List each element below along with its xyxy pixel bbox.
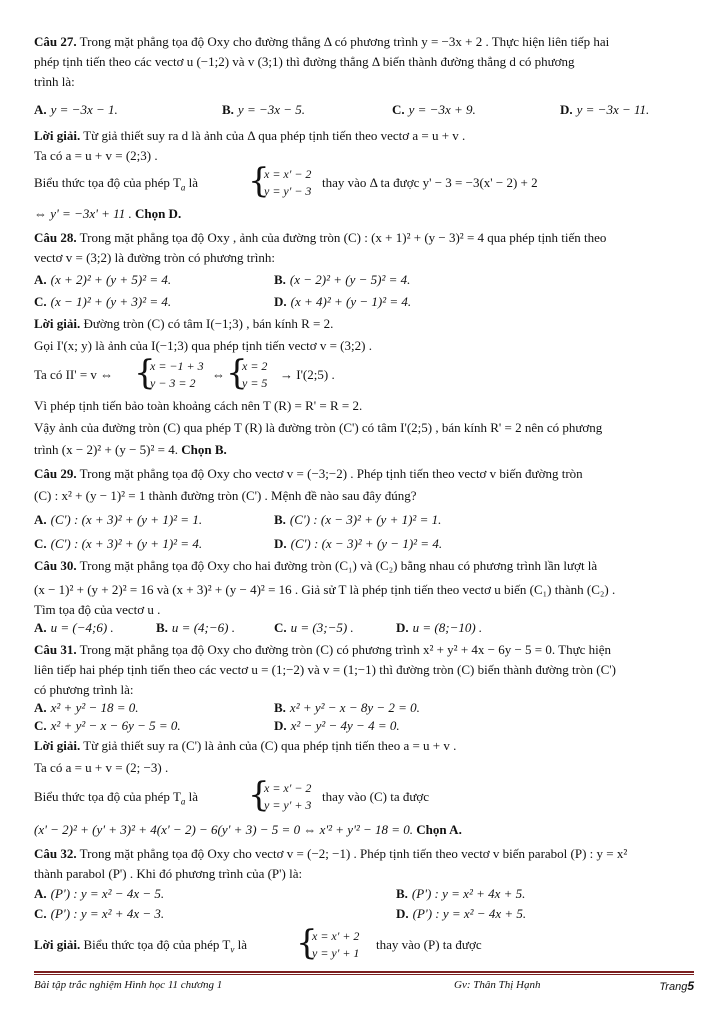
q30-line3: Tìm tọa độ của vectơ u . [34, 602, 161, 617]
q32-option-d[interactable]: D. (P') : y = x² − 4x + 5. [396, 906, 527, 921]
q28-solution-4: Vì phép tịnh tiến bảo toàn khoảng cách nên T (R) = R' = R = 2. [34, 398, 363, 413]
q29-options-row1 [34, 512, 694, 528]
q31-solution-system: Biểu thức tọa độ của phép $T_a$ là { x = x' − 2 y = y' + 3 thay vào (C) ta được [34, 775, 430, 815]
q32-option-b[interactable]: B. (P') : y = x² + 4x + 5. [396, 886, 526, 901]
q29-options-row2 [34, 536, 694, 552]
q30-option-b[interactable]: B. u = (4;−6) . [156, 620, 235, 635]
q27-solution-label: Lời giải. [34, 128, 81, 143]
q28-solution-2: Gọi I'(x; y) là ảnh của I(−1;3) qua phép tịnh tiến vectơ v = (3;2) . [34, 338, 372, 353]
q27-option-b[interactable]: B. y = −3x − 5. [222, 102, 306, 117]
q31-option-d[interactable]: D. x² − y² − 4y − 4 = 0. [274, 718, 400, 733]
q31-solution-2: Ta có a = u + v = (2; −3) . [34, 760, 169, 775]
q28-line2: vectơ v = (3;2) là đường tròn có phương trình: [34, 250, 275, 265]
q28-solution-1: Lời giải. Đường tròn (C) có tâm I(−1;3) , bán kính R = 2. [34, 316, 334, 331]
q32-label: Câu 32. [34, 846, 77, 861]
q28-solution-label: Lời giải. [34, 316, 81, 331]
q29-option-a[interactable]: A. (C') : (x + 3)² + (y + 1)² = 1. [34, 512, 203, 527]
q28-option-b[interactable]: B. (x − 2)² + (y − 5)² = 4. [274, 272, 411, 287]
q27-line1: Câu 27. Trong mặt phẳng tọa độ Oxy cho đường thẳng Δ có phương trình y = −3x + 2 . Thực hiện liên tiếp hai [34, 34, 610, 49]
q31-options-row1 [34, 700, 694, 716]
q28-option-a[interactable]: A. (x + 2)² + (y + 5)² = 4. [34, 272, 172, 287]
q29-option-b[interactable]: B. (C') : (x − 3)² + (y + 1)² = 1. [274, 512, 442, 527]
q27-line3: trình là: [34, 74, 75, 89]
q27-option-d[interactable]: D. y = −3x − 11. [560, 102, 650, 117]
q31-answer: Chọn A. [416, 822, 462, 837]
q27-label: Câu 27. [34, 34, 77, 49]
q31-line2: liên tiếp hai phép tịnh tiến theo các vectơ u = (1;−2) và v = (1;−1) thì đường tròn (C) biến thành đường tròn (C') [34, 662, 616, 677]
q27-answer: Chọn D. [134, 206, 182, 221]
q32-option-a[interactable]: A. (P') : y = x² − 4x − 5. [34, 886, 165, 901]
q32-options-row1 [34, 886, 694, 902]
q32-solution-label: Lời giải. [34, 937, 81, 952]
q28-options-row1 [34, 272, 694, 288]
q30-line2: (x − 1)² + (y + 2)² = 16 và (x + 3)² + (y − 4)² = 16 . Giả sử T là phép tịnh tiến theo vectơ u biến (C₁) thành (C₂) . [34, 582, 616, 597]
q32-solution-system: Lời giải. Biểu thức tọa độ của phép $T_v$ là { x = x' + 2 y = y' + 1 thay vào (P) ta được [34, 923, 482, 963]
q28-solution-5: Vậy ảnh của đường tròn (C) qua phép T (R) là đường tròn (C') có tâm I'(2;5) , bán kính R' = 2 nên có phương [34, 420, 603, 435]
q31-label: Câu 31. [34, 642, 77, 657]
q31-option-a[interactable]: A. x² + y² − 18 = 0. [34, 700, 139, 715]
q31-option-c[interactable]: C. x² + y² − x − 6y − 5 = 0. [34, 718, 181, 733]
q29-option-d[interactable]: D. (C') : (x − 3)² + (y − 1)² = 4. [274, 536, 443, 551]
q29-line2: (C) : x² + (y − 1)² = 1 thành đường tròn (C') . Mệnh đề nào sau đây đúng? [34, 488, 417, 503]
q27-line2: phép tịnh tiến theo các vectơ u (−1;2) và v (3;1) thì đường thẳng Δ biến thành đường thẳng d có phương [34, 54, 575, 69]
q30-options [34, 620, 694, 636]
q32-line1: Câu 32. Trong mặt phẳng tọa độ Oxy cho vectơ v = (−2; −1) . Phép tịnh tiến theo vectơ v biến parabol (P) : y = x² [34, 846, 628, 861]
q30-line1: Câu 30. Trong mặt phẳng tọa độ Oxy cho hai đường tròn (C₁) và (C₂) bằng nhau có phương trình lần lượt là [34, 558, 598, 573]
q31-option-b[interactable]: B. x² + y² − x − 8y − 2 = 0. [274, 700, 420, 715]
footer-teacher: Gv: Thân Thị Hạnh [454, 979, 541, 991]
footer-course-title: Bài tập trắc nghiệm Hình học 11 chương 1 [34, 979, 223, 991]
q31-line1: Câu 31. Trong mặt phẳng tọa độ Oxy cho đường tròn (C) có phương trình x² + y² + 4x − 6y − 5 = 0. Thực hiện [34, 642, 612, 657]
q29-label: Câu 29. [34, 466, 77, 481]
q30-label: Câu 30. [34, 558, 77, 573]
q28-solution-6: trình (x − 2)² + (y − 5)² = 4. Chọn B. [34, 442, 227, 457]
q30-option-c[interactable]: C. u = (3;−5) . [274, 620, 354, 635]
q32-line2: thành parabol (P') . Khi đó phương trình của (P') là: [34, 866, 303, 881]
page-footer [34, 979, 694, 993]
q31-solution-label: Lời giải. [34, 738, 81, 753]
q28-line1: Câu 28. Trong mặt phẳng tọa độ Oxy , ảnh của đường tròn (C) : (x + 1)² + (y − 3)² = 4 qua phép tịnh tiến theo [34, 230, 607, 245]
q27-option-a[interactable]: A. y = −3x − 1. [34, 102, 118, 117]
q29-option-c[interactable]: C. (C') : (x + 3)² + (y + 1)² = 4. [34, 536, 203, 551]
q30-option-d[interactable]: D. u = (8;−10) . [396, 620, 483, 635]
q27-solution-system: Biểu thức tọa độ của phép $T_a$ là { x = x' − 2 y = y' − 3 thay vào Δ ta được y' − 3 = −3(x' − 2) + 2 [34, 161, 538, 201]
q31-line3: có phương trình là: [34, 682, 134, 697]
q28-option-d[interactable]: D. (x + 4)² + (y − 1)² = 4. [274, 294, 412, 309]
q31-solution-1: Lời giải. Từ giả thiết suy ra (C') là ảnh của (C) qua phép tịnh tiến theo a = u + v . [34, 738, 457, 753]
page-number: Trang5 [659, 979, 694, 993]
q27-solution-1: Lời giải. Từ giả thiết suy ra d là ảnh của Δ qua phép tịnh tiến theo vectơ a = u + v . [34, 128, 466, 143]
q31-solution-4: (x' − 2)² + (y' + 3)² + 4(x' − 2) − 6(y' + 3) − 5 = 0 ⇔ x'² + y'² − 18 = 0. Chọn A. [34, 822, 462, 837]
q28-option-c[interactable]: C. (x − 1)² + (y + 3)² = 4. [34, 294, 172, 309]
q27-solution-4: ⇔ y' = −3x' + 11 . Chọn D. [34, 206, 182, 221]
q28-label: Câu 28. [34, 230, 77, 245]
q32-options-row2 [34, 906, 694, 922]
q32-option-c[interactable]: C. (P') : y = x² + 4x − 3. [34, 906, 165, 921]
q30-option-a[interactable]: A. u = (−4;6) . [34, 620, 114, 635]
q28-options-row2 [34, 294, 694, 310]
q28-solution-system: Ta có II' = v ⇔ { x = −1 + 3 y − 3 = 2 ⇔ { x = 2 y = 5 → I'(2;5) . [34, 353, 335, 393]
q27-solution-2: Ta có a = u + v = (2;3) . [34, 148, 158, 163]
q29-line1: Câu 29. Trong mặt phẳng tọa độ Oxy cho vectơ v = (−3;−2) . Phép tịnh tiến theo vectơ v biến đường tròn [34, 466, 583, 481]
q27-options [34, 102, 694, 118]
footer-divider [34, 971, 694, 975]
q31-options-row2 [34, 718, 694, 734]
q27-option-c[interactable]: C. y = −3x + 9. [392, 102, 476, 117]
q28-answer: Chọn B. [181, 442, 227, 457]
